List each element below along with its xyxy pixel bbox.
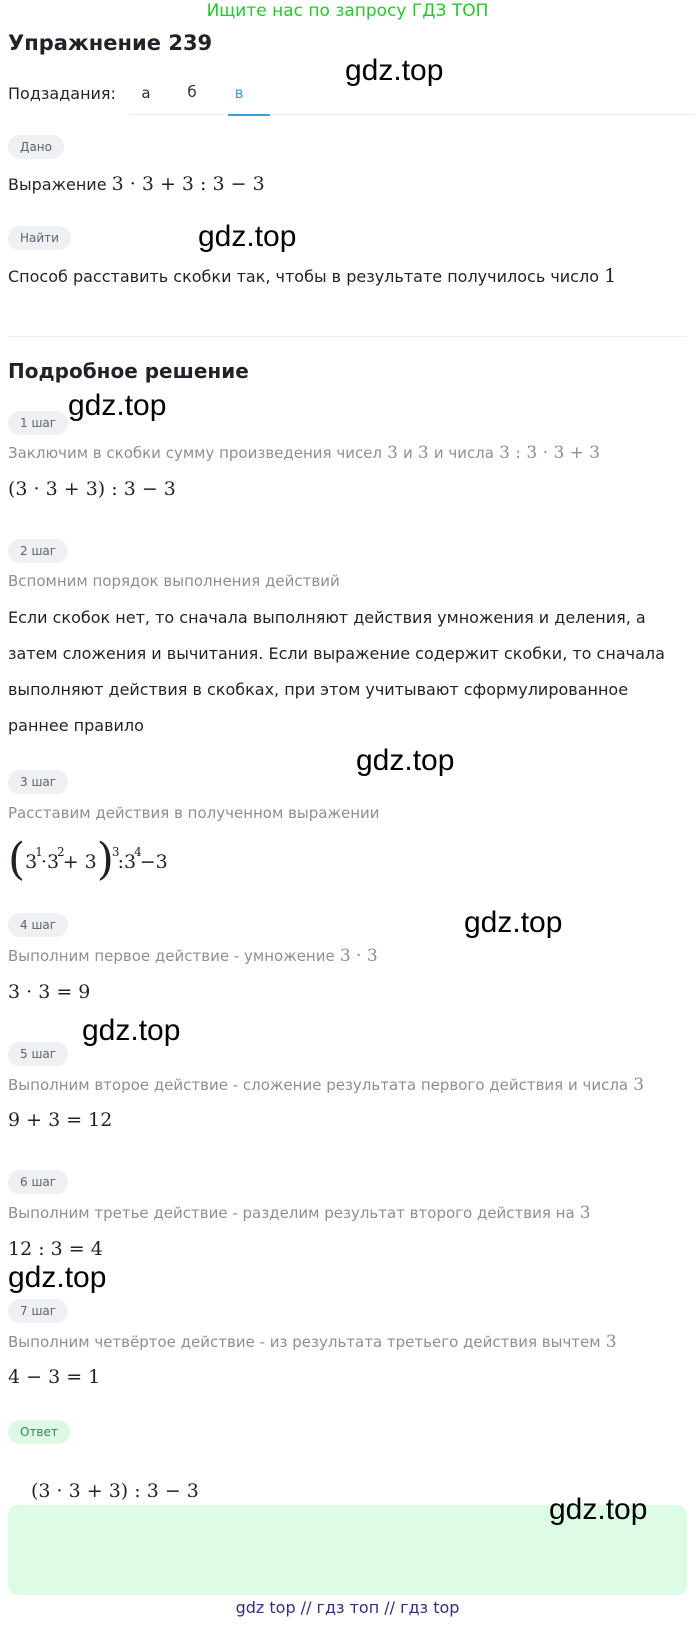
- tab-a[interactable]: а: [141, 84, 151, 102]
- step-4-description: Выполним первое действие - умножение 3 · 3: [8, 946, 378, 966]
- answer-expression: (3 · 3 + 3) : 3 − 3: [31, 1480, 199, 1502]
- watermark: gdz.top: [198, 220, 297, 253]
- step-1-result: (3 · 3 + 3) : 3 − 3: [8, 478, 176, 500]
- step-6-result: 12 : 3 = 4: [8, 1238, 103, 1260]
- given-badge: Дано: [8, 135, 64, 159]
- active-tab-indicator: [228, 114, 270, 116]
- step-6-badge: 6 шаг: [8, 1170, 68, 1194]
- watermark: gdz.top: [549, 1493, 648, 1526]
- step-5-badge: 5 шаг: [8, 1042, 68, 1066]
- search-banner: Ищите нас по запросу ГДЗ ТОП: [206, 1, 489, 21]
- step-3-description: Расставим действия в полученном выражении: [8, 804, 380, 822]
- step-2-paragraph: Если скобок нет, то сначала выполняют действия умножения и деления, а затем сложения и вычитания. Если выражение содержит скобки, то сначала выполняют действия в скобках, при этом учитывают сформулированное раннее правило: [8, 608, 665, 735]
- step-5-description: Выполним второе действие - сложение результата первого действия и числа 3: [8, 1075, 645, 1095]
- find-text: Способ расставить скобки так, чтобы в результате получилось число: [8, 267, 599, 286]
- find-number: 1: [604, 265, 617, 287]
- page-title: Упражнение 239: [8, 31, 213, 55]
- watermark: gdz.top: [356, 744, 455, 777]
- solution-title: Подробное решение: [8, 359, 249, 383]
- step-4-badge: 4 шаг: [8, 913, 68, 937]
- step-2-description: Вспомним порядок выполнения действий: [8, 572, 340, 590]
- watermark: gdz.top: [82, 1014, 181, 1047]
- step-7-result: 4 − 3 = 1: [8, 1366, 101, 1388]
- tab-b[interactable]: б: [187, 83, 197, 101]
- step-3-result: ($3^1\cdot 3^2+$ $3)^3:3^4-3$: [8, 834, 168, 885]
- step-5-result: 9 + 3 = 12: [8, 1109, 113, 1131]
- section-divider: [8, 336, 687, 337]
- tabs-baseline: [130, 114, 695, 115]
- find-badge: Найти: [8, 226, 71, 250]
- step-1-description: Заключим в скобки сумму произведения чисел 3 и 3 и числа 3 : 3 · 3 + 3: [8, 443, 601, 463]
- step-1-badge: 1 шаг: [8, 411, 68, 435]
- watermark: gdz.top: [68, 389, 167, 422]
- watermark: gdz.top: [345, 54, 444, 87]
- given-text: Выражение: [8, 175, 107, 194]
- given-line: [8, 173, 265, 195]
- subtasks-label: Подзадания:: [8, 84, 116, 103]
- footer-links: gdz top // гдз топ // гдз top: [235, 1598, 460, 1617]
- step-6-description: Выполним третье действие - разделим результат второго действия на 3: [8, 1203, 591, 1223]
- step-4-result: 3 · 3 = 9: [8, 981, 91, 1003]
- step-2-badge: 2 шаг: [8, 539, 68, 563]
- step-7-description: Выполним четвёртое действие - из результата третьего действия вычтем 3: [8, 1332, 617, 1352]
- given-expression: 3 · 3 + 3 : 3 − 3: [111, 173, 265, 195]
- step-7-badge: 7 шаг: [8, 1299, 68, 1323]
- watermark: gdz.top: [8, 1261, 107, 1294]
- tab-v[interactable]: в: [234, 84, 244, 102]
- answer-badge: Ответ: [8, 1420, 70, 1444]
- find-line: [8, 265, 616, 287]
- watermark: gdz.top: [464, 906, 563, 939]
- step-3-badge: 3 шаг: [8, 770, 68, 794]
